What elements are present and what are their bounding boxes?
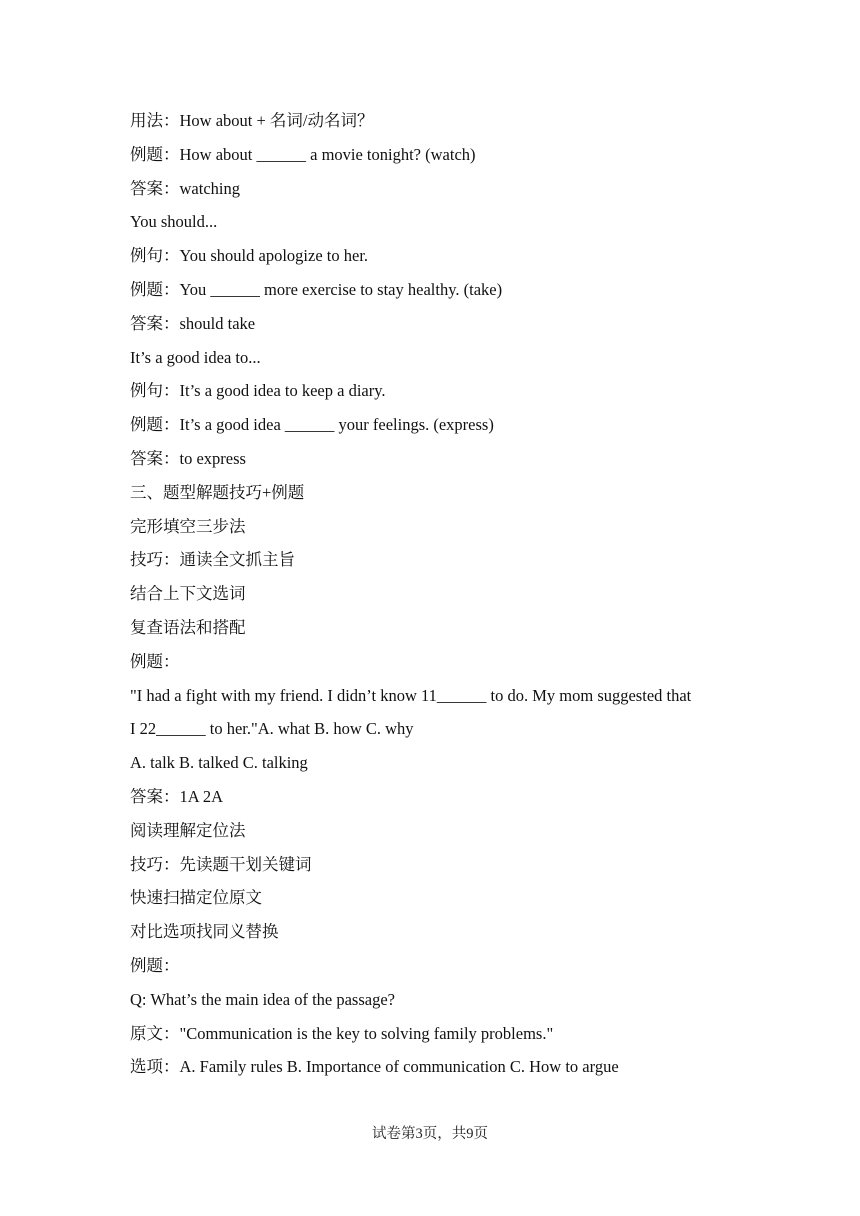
- text-line: It’s a good idea to...: [130, 347, 261, 367]
- text-line: "I had a fight with my friend. I didn’t know 11______ to do. My mom suggested that: [130, 685, 692, 705]
- text-line: 阅读理解定位法: [130, 820, 246, 840]
- text-line: A. talk B. talked C. talking: [130, 753, 308, 773]
- text-line: 完形填空三步法: [130, 516, 246, 536]
- text-line: 例题：You ______ more exercise to stay healthy. (take): [130, 279, 503, 299]
- text-line: Q: What’s the main idea of the passage?: [130, 989, 395, 1009]
- page-footer: 试卷第3页，共9页: [372, 1126, 488, 1142]
- text-line: 技巧：通读全文抓主旨: [130, 550, 295, 570]
- text-line: 例句：It’s a good idea to keep a diary.: [130, 381, 386, 401]
- document-body: [130, 104, 750, 1084]
- text-line: 对比选项找同义替换: [130, 922, 279, 942]
- text-line: 例句：You should apologize to her.: [130, 246, 369, 266]
- text-line: 复查语法和搭配: [130, 617, 246, 637]
- text-line: 原文："Communication is the key to solving family problems.": [130, 1023, 554, 1043]
- text-line: 答案：watching: [130, 178, 240, 198]
- text-line: 结合上下文选词: [130, 584, 246, 604]
- text-line: 技巧：先读题干划关键词: [130, 854, 312, 874]
- text-line: I 22______ to her."A. what B. how C. why: [130, 719, 414, 739]
- text-line: 快速扫描定位原文: [130, 888, 262, 908]
- text-line: 例题：: [130, 955, 180, 975]
- text-line: 答案：to express: [130, 448, 246, 468]
- text-line: 例题：: [130, 651, 180, 671]
- text-line: 选项：A. Family rules B. Importance of communication C. How to argue: [130, 1057, 619, 1077]
- text-line: 例题：How about ______ a movie tonight? (watch): [130, 144, 476, 164]
- text-line: 用法：How about + 名词/动名词？: [130, 111, 374, 130]
- text-line: 例题：It’s a good idea ______ your feelings. (express): [130, 415, 494, 435]
- text-line: 答案：1A 2A: [130, 786, 224, 806]
- text-line: You should...: [130, 212, 218, 232]
- section-heading: 三、题型解题技巧+例题: [130, 482, 305, 502]
- text-line: 答案：should take: [130, 313, 256, 333]
